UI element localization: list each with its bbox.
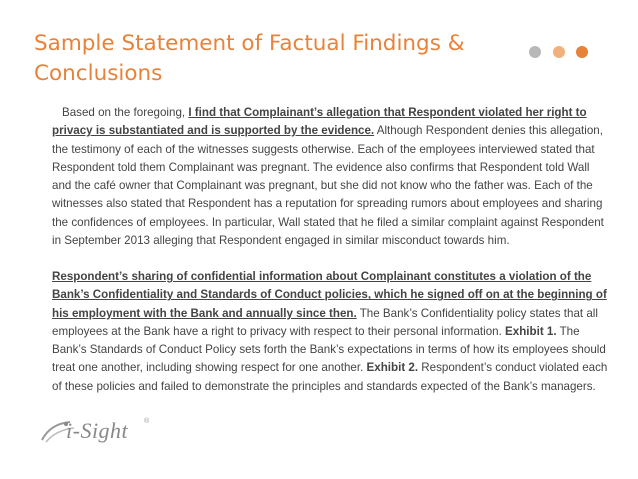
i-sight-logo — [40, 416, 160, 446]
paragraph-body: Although Respondent denies this allegation, the testimony of each of the witnesses suggests otherwise. Each of the employees interviewed stated that Respondent told them Complainant was pregnant. The evidence also confirms that Respondent told Wall and the café owner that Complainant was pregnant, but she did not know who the father was. Each of the witnesses also stated that Respondent has a reputation for spreading rumors about employees and sharing the confidences of employees. In particular, Wall stated that he filed a similar complaint against Respondent in September 2013 alleging that Respondent engaged in similar misconduct towards him. — [52, 124, 604, 248]
exhibit-1-ref: Exhibit 1. — [505, 324, 557, 338]
paragraph-text-1: The Bank’s Confidentiality policy states that all employees at the Bank have a right to privacy with respect to their personal information. — [52, 306, 598, 338]
exhibit-2-ref: Exhibit 2. — [366, 361, 419, 375]
conclusion-paragraph — [52, 268, 612, 396]
dot-light-orange — [553, 46, 565, 58]
findings-paragraph — [52, 104, 612, 250]
paragraph-text-2: The Bank’s Standards of Conduct Policy sets forth the Bank’s expectations in terms of how its employees should treat one another, including showing respect for one another. — [52, 324, 606, 375]
paragraph-lead: Based on the foregoing, — [62, 106, 189, 119]
slide-title: Sample Statement of Factual Findings & Conclusions — [34, 31, 465, 86]
paragraph-text-3: Respondent’s conduct violated each of these policies and failed to demonstrate the principles and standards expected of the Bank’s managers. — [52, 361, 608, 393]
conclusion-statement: Respondent’s sharing of confidential information about Complainant constitutes a violation of the Bank’s Confidentiality and Standards of Conduct policies, which he signed off on at the beginning of his employment with the Bank and annually since then. — [52, 270, 607, 320]
logo-text: i-Sight — [66, 418, 129, 443]
registered-mark: ® — [144, 418, 150, 425]
dot-gray — [529, 46, 541, 58]
finding-statement: I find that Complainant’s allegation that Respondent violated her right to privacy is substantiated and is supported by the evidence. — [52, 106, 587, 138]
dot-orange — [576, 46, 588, 58]
